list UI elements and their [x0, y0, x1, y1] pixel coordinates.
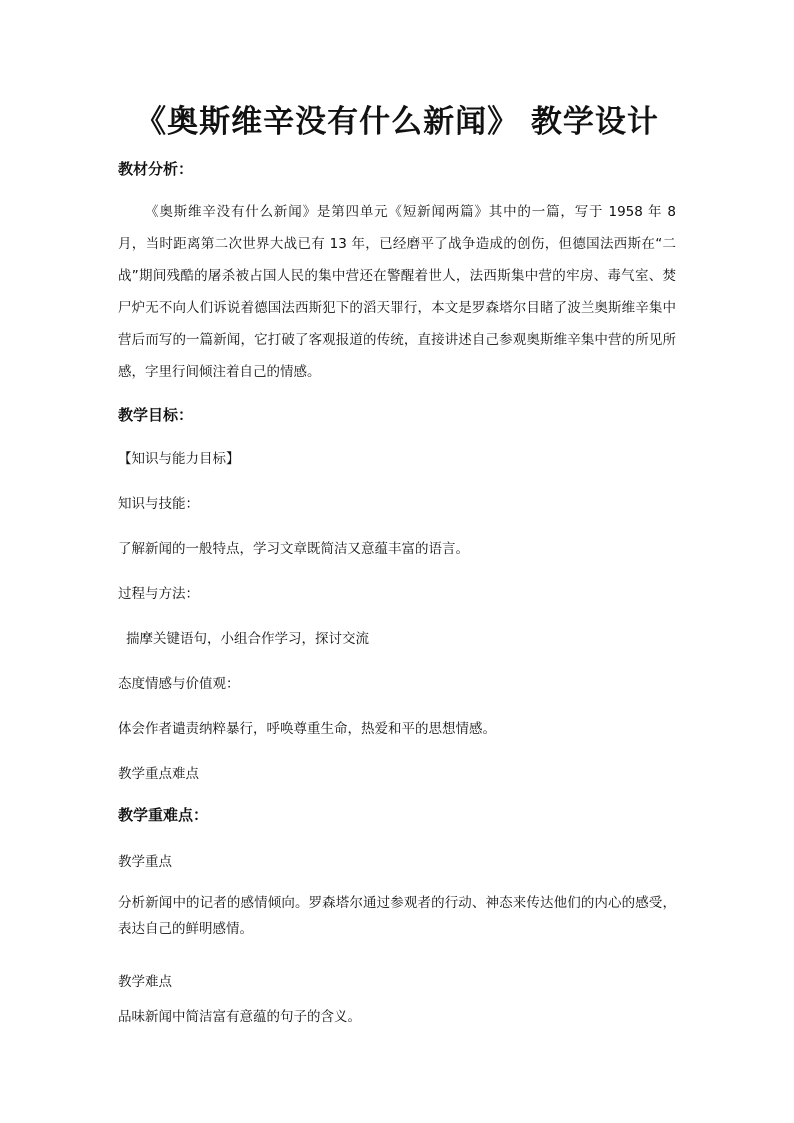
process-label: 过程与方法：: [118, 586, 199, 602]
goals-heading: 教学目标：: [118, 406, 194, 424]
goals-subheading: 【知识与能力目标】: [118, 451, 240, 467]
key-points-line: 教学重点难点: [118, 766, 199, 782]
skills-text: 了解新闻的一般特点，学习文章既简洁又意蕴丰富的语言。: [118, 541, 469, 557]
focus-label: 教学重点: [118, 854, 172, 870]
process-text: 揣摩关键语句，小组合作学习，探讨交流: [126, 631, 369, 647]
difficulty-label: 教学难点: [118, 974, 172, 990]
key-heading: 教学重难点：: [118, 806, 209, 824]
attitude-label: 态度情感与价值观：: [118, 676, 240, 692]
attitude-text: 体会作者谴责纳粹暴行，呼唤尊重生命，热爱和平的思想情感。: [118, 721, 496, 737]
skills-label: 知识与技能：: [118, 496, 199, 512]
analysis-paragraph: 《奥斯维辛没有什么新闻》是第四单元《短新闻两篇》其中的一篇，写于 1958 年 8 月，当时距离第二次世界大战已有 13 年，已经磨平了战争造成的创伤，但德国法西斯在“二战”期间残酷的屠杀被占国人民的集中营还在警醒着世人，法西斯集中营的牢房、毒气室、焚尸炉无不向人们诉说着德国法西斯犯下的滔天罪行，本文是罗森塔尔目睹了波兰奥斯维辛集中营后而写的一篇新闻，它打破了客观报道的传统，直接讲述自己参观奥斯维辛集中营的所见所感，字里行间倾注着自己的情感。: [118, 204, 676, 380]
focus-text: 分析新闻中的记者的感情倾向。罗森塔尔通过参观者的行动、神态来传达他们的内心的感受，表达自己的鲜明感情。: [118, 895, 676, 937]
document-title: 《奥斯维辛没有什么新闻》 教学设计: [135, 104, 659, 140]
difficulty-text: 品味新闻中简洁富有意蕴的句子的含义。: [118, 1009, 361, 1025]
analysis-heading: 教材分析：: [118, 160, 194, 178]
